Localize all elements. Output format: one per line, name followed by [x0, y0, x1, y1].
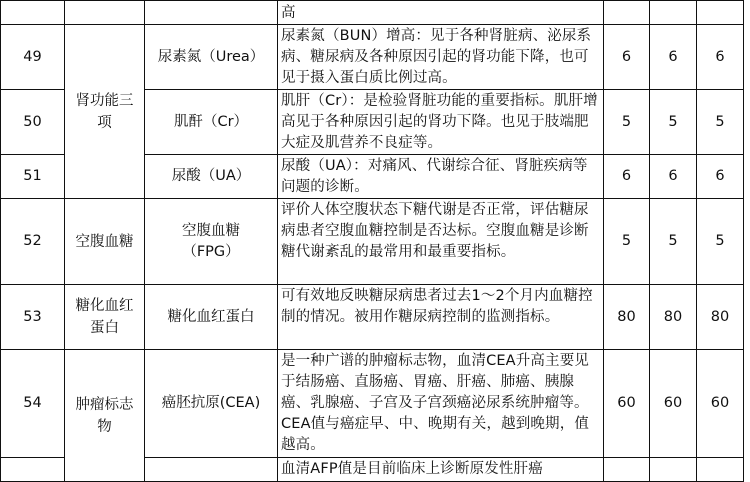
value-cell: 80	[697, 285, 744, 350]
item-name: 尿素氮（Urea）	[145, 25, 278, 90]
value-cell: 6	[650, 155, 697, 199]
description-cell: 高	[278, 1, 604, 25]
row-number: 51	[1, 155, 65, 199]
item-description: 是一种广谱的肿瘤标志物，血清CEA升高主要见于结肠癌、直肠癌、胃癌、肝癌、肺癌、胰腺癌、乳腺癌、子宫及子宫颈癌泌尿系统肿瘤等。CEA值与癌症早、中、晚期有关，越到晚期，值越高。	[278, 350, 604, 458]
value-cell: 60	[697, 350, 744, 458]
row-number: 49	[1, 25, 65, 90]
value-cell	[650, 1, 697, 25]
item-name: 肌酐（Cr）	[145, 90, 278, 155]
value-cell	[697, 1, 744, 25]
value-cell: 60	[650, 350, 697, 458]
category-cell: 空腹血糖	[65, 199, 145, 285]
value-cell: 80	[650, 285, 697, 350]
item-description: 肌肝（Cr）：是检验肾脏功能的重要指标。肌肝增高见于各种原因引起的肾功下降。也见于肢端肥大症及肌营养不良症等。	[278, 90, 604, 155]
value-cell: 5	[650, 199, 697, 285]
item-description: 尿酸（UA）：对痛风、代谢综合征、肾脏疾病等问题的诊断。	[278, 155, 604, 199]
value-cell: 60	[604, 350, 650, 458]
value-cell	[697, 458, 744, 482]
table-row	[1, 1, 744, 25]
value-cell	[604, 458, 650, 482]
item-name-cell	[145, 1, 278, 25]
row-number: 53	[1, 285, 65, 350]
item-name-cell	[145, 458, 278, 482]
table-row	[1, 25, 744, 90]
category-cell	[65, 1, 145, 25]
row-number-cell	[1, 1, 65, 25]
value-cell	[650, 458, 697, 482]
value-cell: 5	[604, 90, 650, 155]
value-cell: 6	[650, 25, 697, 90]
value-cell: 6	[604, 25, 650, 90]
value-cell: 5	[697, 199, 744, 285]
item-description: 尿素氮（BUN）增高：见于各种肾脏病、泌尿系病、糖尿病及各种原因引起的肾功能下降，也可见于摄入蛋白质比例过高。	[278, 25, 604, 90]
category-cell: 肿瘤标志物	[65, 350, 145, 482]
value-cell: 6	[697, 155, 744, 199]
row-number-cell	[1, 458, 65, 482]
row-number: 52	[1, 199, 65, 285]
item-name: 糖化血红蛋白	[145, 285, 278, 350]
value-cell: 6	[604, 155, 650, 199]
item-name: 尿酸（UA）	[145, 155, 278, 199]
value-cell: 6	[697, 25, 744, 90]
row-number: 50	[1, 90, 65, 155]
table-row	[1, 199, 744, 285]
value-cell: 5	[604, 199, 650, 285]
value-cell: 5	[697, 90, 744, 155]
item-name: 癌胚抗原(CEA)	[145, 350, 278, 458]
table-row	[1, 350, 744, 458]
item-description: 可有效地反映糖尿病患者过去1～2个月内血糖控制的情况。被用作糖尿病控制的监测指标。	[278, 285, 604, 350]
category-cell: 肾功能三项	[65, 25, 145, 199]
value-cell: 5	[650, 90, 697, 155]
row-number: 54	[1, 350, 65, 458]
item-description: 评价人体空腹状态下糖代谢是否正常，评估糖尿病患者空腹血糖控制是否达标。空腹血糖是诊断糖代谢紊乱的最常用和最重要指标。	[278, 199, 604, 285]
value-cell	[604, 1, 650, 25]
value-cell: 80	[604, 285, 650, 350]
item-description: 血清AFP值是目前临床上诊断原发性肝癌	[278, 458, 604, 482]
category-cell: 糖化血红蛋白	[65, 285, 145, 350]
table-row	[1, 285, 744, 350]
item-name: 空腹血糖（FPG）	[145, 199, 278, 285]
